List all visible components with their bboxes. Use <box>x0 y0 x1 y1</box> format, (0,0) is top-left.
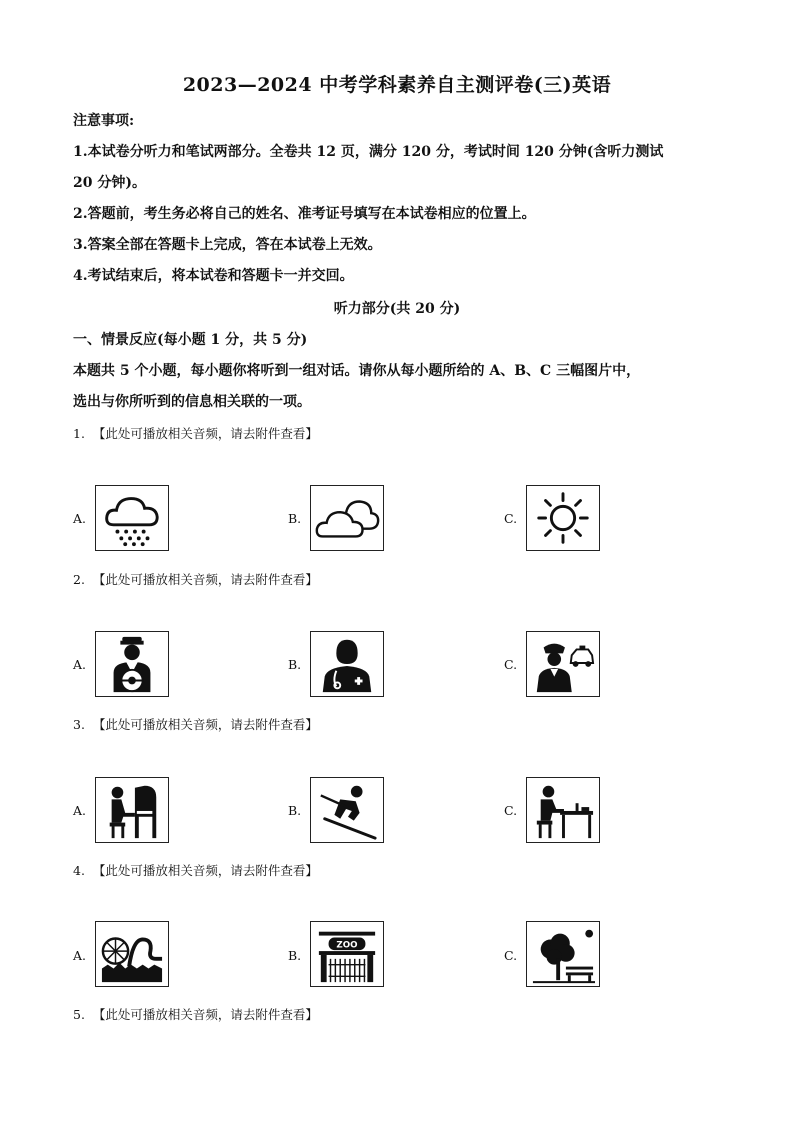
note-line-1b: 20 分钟)。 <box>73 175 146 191</box>
instruction-line-b: 选出与你所听到的信息相关联的一项。 <box>73 394 311 410</box>
note-line-4: 4.考试结束后，将本试卷和答题卡一并交回。 <box>73 268 354 284</box>
audio-placeholder[interactable]: 【此处可播放相关音频，请去附件查看】 <box>92 426 318 441</box>
question-number: 2. <box>73 572 85 587</box>
option-label: A. <box>73 511 87 526</box>
amusement-park-icon[interactable] <box>95 921 169 987</box>
option-label: B. <box>288 511 302 526</box>
audio-placeholder[interactable]: 【此处可播放相关音频，请去附件查看】 <box>92 1007 318 1022</box>
option-label: A. <box>73 657 87 672</box>
option-label: C. <box>504 948 518 963</box>
zoo-sign-text: ZOO <box>336 940 358 951</box>
rain-cloud-icon[interactable] <box>95 485 169 551</box>
doctor-icon[interactable] <box>310 631 384 697</box>
option-label: A. <box>73 803 87 818</box>
option-label: B. <box>288 657 302 672</box>
question-number: 5. <box>73 1007 85 1022</box>
question-2 <box>73 570 318 588</box>
section-heading: 听力部分(共 20 分) <box>333 301 461 317</box>
part1-heading: 一、情景反应(每小题 1 分，共 5 分) <box>73 332 308 348</box>
sun-icon[interactable] <box>526 485 600 551</box>
note-line-2: 2.答题前，考生务必将自己的姓名、准考证号填写在本试卷相应的位置上。 <box>73 206 536 222</box>
audio-placeholder[interactable]: 【此处可播放相关音频，请去附件查看】 <box>92 863 318 878</box>
instruction-line-a: 本题共 5 个小题，每小题你将听到一组对话。请你从每小题所给的 A、B、C 三幅图片中， <box>73 363 641 379</box>
question-number: 4. <box>73 863 85 878</box>
park-bench-icon[interactable] <box>526 921 600 987</box>
option-label: C. <box>504 511 518 526</box>
question-3 <box>73 715 318 733</box>
option-label: B. <box>288 803 302 818</box>
note-line-3: 3.答案全部在答题卡上完成，答在本试卷上无效。 <box>73 237 382 253</box>
note-line-1a: 1.本试卷分听力和笔试两部分。全卷共 12 页，满分 120 分，考试时间 120 分钟(含听力测试 <box>73 144 664 160</box>
option-label: B. <box>288 948 302 963</box>
audio-placeholder[interactable]: 【此处可播放相关音频，请去附件查看】 <box>92 717 318 732</box>
skier-icon[interactable] <box>310 777 384 843</box>
student-desk-icon[interactable] <box>526 777 600 843</box>
audio-placeholder[interactable]: 【此处可播放相关音频，请去附件查看】 <box>92 572 318 587</box>
piano-player-icon[interactable] <box>95 777 169 843</box>
police-officer-icon[interactable] <box>526 631 600 697</box>
question-number: 1. <box>73 426 85 441</box>
question-1 <box>73 424 318 442</box>
driver-icon[interactable] <box>95 631 169 697</box>
question-number: 3. <box>73 717 85 732</box>
zoo-gate-icon[interactable] <box>310 921 384 987</box>
page-title: 2023—2024 中考学科素养自主测评卷(三)英语 <box>182 74 612 96</box>
option-label: C. <box>504 803 518 818</box>
notes-heading: 注意事项: <box>73 113 135 129</box>
question-4 <box>73 861 318 879</box>
question-5 <box>73 1005 318 1023</box>
option-label: C. <box>504 657 518 672</box>
option-label: A. <box>73 948 87 963</box>
cloudy-icon[interactable] <box>310 485 384 551</box>
